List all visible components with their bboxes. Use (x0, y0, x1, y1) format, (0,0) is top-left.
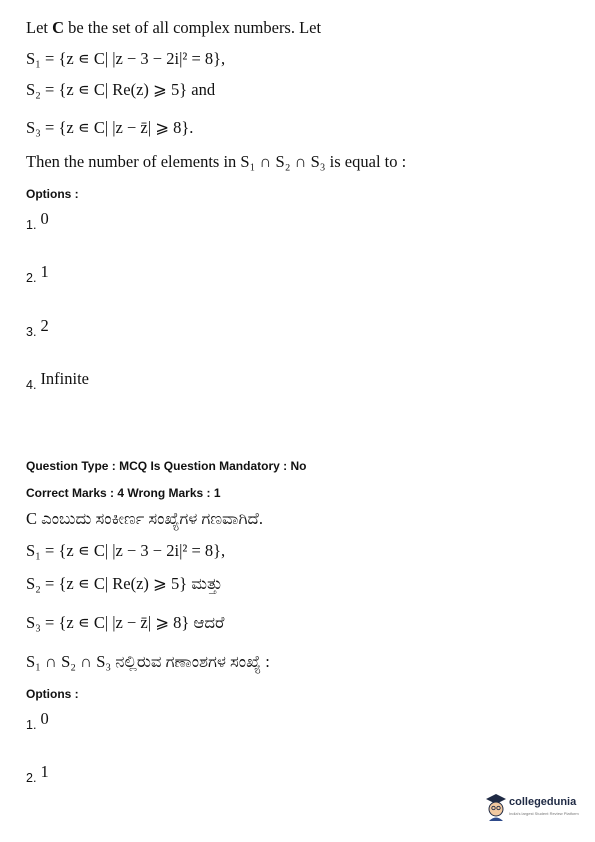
set-s3-definition: S₃ = {z ∊ C| |z − z̄| ⩾ 8}. (26, 118, 194, 137)
question-type-info: Question Type : MCQ Is Question Mandatory : No (26, 459, 307, 473)
brand-tagline: India's largest Student Review Platform (509, 811, 579, 816)
option-value: 1 (40, 262, 49, 281)
complex-set-symbol: C (52, 18, 65, 37)
option-2-kannada[interactable] (26, 762, 49, 785)
graduate-mascot-icon (484, 792, 508, 822)
option-number: 1. (26, 218, 37, 232)
brand-name: collegedunia (509, 796, 577, 808)
collegedunia-watermark (484, 790, 584, 826)
question-intro (26, 18, 321, 38)
option-3[interactable] (26, 316, 49, 339)
option-2[interactable] (26, 262, 49, 285)
intro-text-rest: be the set of all complex numbers. Let (64, 18, 322, 37)
question-stem: Then the number of elements in S₁ ∩ S₂ ∩ S₃ is equal to : (26, 152, 407, 171)
option-value: 1 (40, 762, 49, 781)
option-number: 3. (26, 325, 37, 339)
marks-info: Correct Marks : 4 Wrong Marks : 1 (26, 486, 221, 500)
option-number: 4. (26, 378, 37, 392)
question-stem-kannada: S₁ ∩ S₂ ∩ S₃ ನಲ್ಲಿರುವ ಗಣಾಂಶಗಳ ಸಂಖ್ಯೆ : (26, 652, 270, 671)
option-value: 0 (40, 209, 49, 228)
option-number: 2. (26, 771, 37, 785)
option-value: 2 (40, 316, 49, 335)
option-value: 0 (40, 709, 49, 728)
question-intro-kannada: C ಎಂಬುದು ಸಂಕೀರ್ಣ ಸಂಖ್ಯೆಗಳ ಗಣವಾಗಿದೆ. (26, 509, 263, 528)
set-s2-definition: S₂ = {z ∊ C| Re(z) ⩾ 5} and (26, 80, 216, 99)
option-number: 2. (26, 271, 37, 285)
set-s2-definition-kannada: S₂ = {z ∊ C| Re(z) ⩾ 5} ಮತ್ತು (26, 574, 223, 593)
option-1[interactable] (26, 209, 49, 232)
option-1-kannada[interactable] (26, 709, 49, 732)
option-value: Infinite (40, 369, 90, 388)
set-s3-definition-kannada: S₃ = {z ∊ C| |z − z̄| ⩾ 8} ಆದರೆ (26, 613, 225, 632)
options-label: Options : (26, 187, 79, 201)
intro-text: Let (26, 18, 53, 37)
option-number: 1. (26, 718, 37, 732)
set-s1-definition-kannada: S₁ = {z ∊ C| |z − 3 − 2i|² = 8}, (26, 541, 226, 560)
option-4[interactable] (26, 369, 90, 392)
options-label-kannada: Options : (26, 687, 79, 701)
set-s1-definition: S₁ = {z ∊ C| |z − 3 − 2i|² = 8}, (26, 49, 226, 68)
